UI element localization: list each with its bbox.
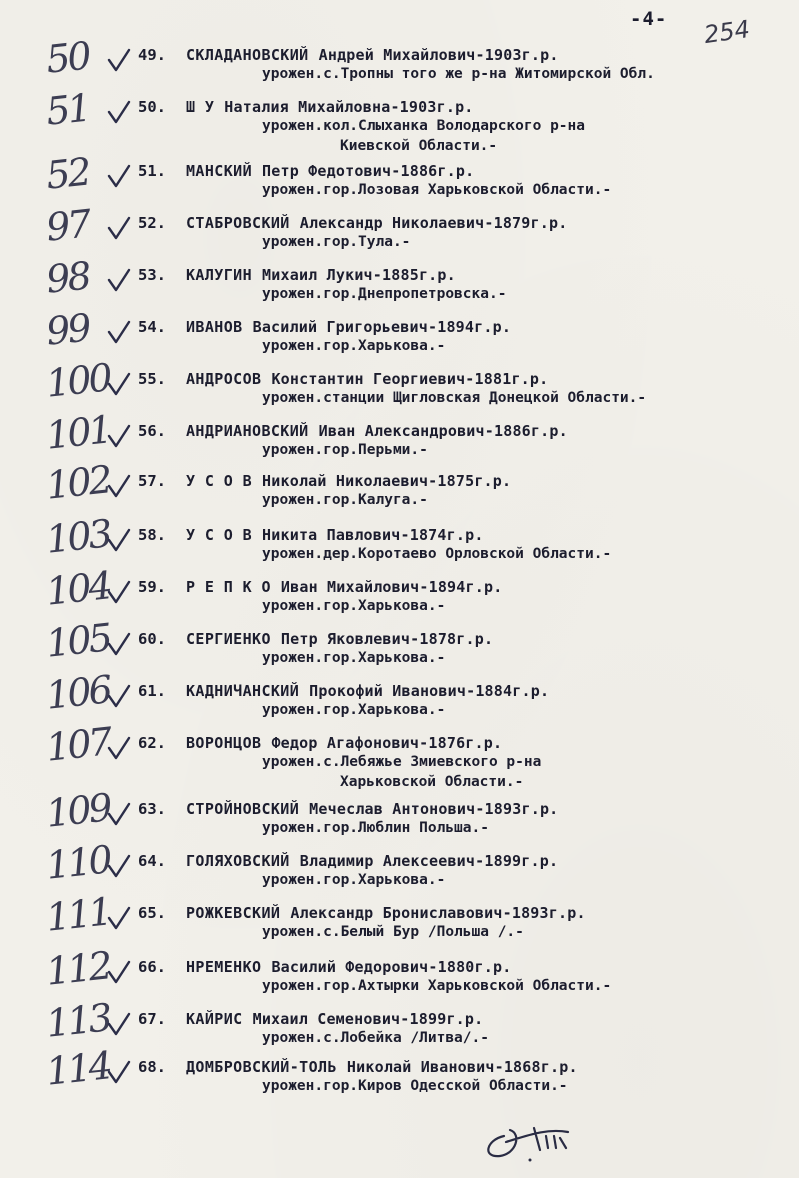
given-name-and-birth-year: Петр Федотович-1886г.р. [262,162,475,180]
record-number: 62. [138,734,166,752]
birthplace-line-continued: Харьковской Области.- [340,774,524,790]
margin-handwritten-number: 51 [44,85,91,134]
given-name-and-birth-year: Иван Александрович-1886г.р. [318,422,568,440]
person-name-line [186,682,549,700]
given-name-and-birth-year: Никита Павлович-1874г.р. [262,526,484,544]
surname: КАЛУГИН [186,266,253,284]
record-number: 61. [138,682,166,700]
surname: ВОРОНЦОВ [186,734,262,752]
margin-handwritten-number: 104 [44,563,112,614]
given-name-and-birth-year: Александр Николаевич-1879г.р. [299,214,568,232]
margin-handwritten-number: 105 [44,615,112,666]
surname: КАЙРИС [186,1010,243,1028]
record-number: 49. [138,46,166,64]
person-name-line [186,266,456,284]
given-name-and-birth-year: Владимир Алексеевич-1899г.р. [299,852,559,870]
checkmark-icon [106,216,132,242]
birthplace-line: урожен.станции Щигловская Донецкой Области.- [262,390,647,406]
record-number: 63. [138,800,166,818]
record-number: 58. [138,526,166,544]
birthplace-line: урожен.гор.Киров Одесской Области.- [262,1078,568,1094]
checkmark-icon [106,268,132,294]
surname: РОЖКЕВСКИЙ [186,904,281,922]
given-name-and-birth-year: Федор Агафонович-1876г.р. [271,734,503,752]
person-name-line [186,904,586,922]
margin-handwritten-number: 107 [44,719,112,770]
checkmark-icon [106,474,132,500]
record-number: 68. [138,1058,166,1076]
margin-handwritten-number: 97 [44,201,91,250]
record-number: 53. [138,266,166,284]
record-number: 50. [138,98,166,116]
record-number: 55. [138,370,166,388]
margin-handwritten-number: 103 [44,511,112,562]
surname: ГОЛЯХОВСКИЙ [186,852,290,870]
given-name-and-birth-year: Петр Яковлевич-1878г.р. [280,630,494,648]
person-name-line [186,1058,578,1076]
record-number: 65. [138,904,166,922]
record-number: 51. [138,162,166,180]
birthplace-line: урожен.с.Лебяжье Змиевского р-на [262,754,542,770]
surname: НРЕМЕНКО [186,958,262,976]
given-name-and-birth-year: Иван Михайлович-1894г.р. [280,578,503,596]
person-name-line [186,46,559,64]
checkmark-icon [106,100,132,126]
checkmark-icon [106,906,132,932]
record-number: 54. [138,318,166,336]
birthplace-line: урожен.гор.Ахтырки Харьковской Области.- [262,978,612,994]
margin-handwritten-number: 111 [44,889,112,940]
surname: АНДРИАНОВСКИЙ [186,422,309,440]
margin-handwritten-number: 110 [44,837,112,888]
checkmark-icon [106,528,132,554]
person-name-line [186,98,474,116]
birthplace-line: урожен.с.Белый Бур /Польша /.- [262,924,524,940]
checkmark-icon [106,424,132,450]
birthplace-line: урожен.гор.Харькова.- [262,338,446,354]
record-number: 66. [138,958,166,976]
record-entry [0,85,799,154]
checkmark-icon [106,632,132,658]
margin-handwritten-number: 52 [44,149,91,198]
page-number: -4- [630,8,668,30]
surname: ИВАНОВ [186,318,243,336]
birthplace-line-continued: Киевской Области.- [340,138,498,154]
birthplace-line: урожен.с.Лобейка /Литва/.- [262,1030,489,1046]
given-name-and-birth-year: Александр Брониславович-1893г.р. [290,904,586,922]
surname: МАНСКИЙ [186,162,253,180]
record-number: 60. [138,630,166,648]
surname: Ш У [186,98,215,116]
person-name-line [186,318,511,336]
person-name-line [186,958,511,976]
checkmark-icon [106,372,132,398]
checkmark-icon [106,960,132,986]
margin-handwritten-number: 102 [44,457,112,508]
person-name-line [186,472,511,490]
given-name-and-birth-year: Василий Федорович-1880г.р. [271,958,512,976]
surname: СЕРГИЕНКО [186,630,271,648]
surname: У С О В [186,472,253,490]
surname: СТРОЙНОВСКИЙ [186,800,300,818]
surname: АНДРОСОВ [186,370,262,388]
person-name-line [186,526,484,544]
margin-handwritten-number: 101 [44,407,112,458]
surname: Р Е П К О [186,578,271,596]
checkmark-icon [106,48,132,74]
record-number: 56. [138,422,166,440]
birthplace-line: урожен.гор.Днепропетровска.- [262,286,507,302]
margin-handwritten-number: 99 [44,305,91,354]
given-name-and-birth-year: Николай Иванович-1868г.р. [346,1058,578,1076]
person-name-line [186,578,502,596]
person-name-line [186,734,502,752]
birthplace-line: урожен.дер.Коротаево Орловской Области.- [262,546,612,562]
given-name-and-birth-year: Константин Георгиевич-1881г.р. [271,370,549,388]
birthplace-line: урожен.гор.Харькова.- [262,872,446,888]
checkmark-icon [106,1012,132,1038]
given-name-and-birth-year: Наталия Михайловна-1903г.р. [224,98,474,116]
given-name-and-birth-year: Прокофий Иванович-1884г.р. [309,682,550,700]
record-number: 52. [138,214,166,232]
given-name-and-birth-year: Мечеслав Антонович-1893г.р. [309,800,559,818]
margin-handwritten-number: 98 [44,253,91,302]
checkmark-icon [106,802,132,828]
checkmark-icon [106,684,132,710]
person-name-line [186,630,493,648]
birthplace-line: урожен.гор.Тула.- [262,234,411,250]
surname: У С О В [186,526,253,544]
given-name-and-birth-year: Николай Николаевич-1875г.р. [262,472,512,490]
person-name-line [186,800,558,818]
birthplace-line: урожен.гор.Люблин Польша.- [262,820,489,836]
checkmark-icon [106,580,132,606]
margin-handwritten-number: 106 [44,667,112,718]
archive-folio-number: 254 [702,14,752,50]
surname: СТАБРОВСКИЙ [186,214,290,232]
person-name-line [186,162,474,180]
birthplace-line: урожен.гор.Перьми.- [262,442,428,458]
given-name-and-birth-year: Василий Григорьевич-1894г.р. [252,318,512,336]
checkmark-icon [106,736,132,762]
record-number: 67. [138,1010,166,1028]
record-number: 64. [138,852,166,870]
margin-handwritten-number: 109 [44,785,112,836]
record-number: 57. [138,472,166,490]
checkmark-icon [106,1060,132,1086]
birthplace-line: урожен.гор.Калуга.- [262,492,428,508]
birthplace-line: урожен.гор.Харькова.- [262,598,446,614]
surname: КАДНИЧАНСКИЙ [186,682,300,700]
record-entry [0,719,799,790]
birthplace-line: урожен.гор.Лозовая Харьковской Области.- [262,182,612,198]
person-name-line [186,852,558,870]
margin-handwritten-number: 50 [44,33,91,82]
birthplace-line: урожен.гор.Харькова.- [262,702,446,718]
margin-handwritten-number: 113 [44,995,112,1046]
person-name-line [186,214,567,232]
given-name-and-birth-year: Андрей Михайлович-1903г.р. [318,46,559,64]
surname: СКЛАДАНОВСКИЙ [186,46,309,64]
checkmark-icon [106,320,132,346]
person-name-line [186,422,568,440]
signature-mark [476,1106,586,1166]
margin-handwritten-number: 112 [44,943,112,994]
surname: ДОМБРОВСКИЙ-ТОЛЬ [186,1058,337,1076]
margin-handwritten-number: 100 [44,355,112,406]
birthplace-line: урожен.кол.Слыханка Володарского р-на [262,118,586,134]
checkmark-icon [106,854,132,880]
birthplace-line: урожен.гор.Харькова.- [262,650,446,666]
record-entry [0,1043,799,1108]
person-name-line [186,370,548,388]
checkmark-icon [106,164,132,190]
given-name-and-birth-year: Михаил Лукич-1885г.р. [262,266,456,284]
record-number: 59. [138,578,166,596]
margin-handwritten-number: 114 [44,1043,112,1094]
given-name-and-birth-year: Михаил Семенович-1899г.р. [252,1010,484,1028]
person-name-line [186,1010,483,1028]
birthplace-line: урожен.с.Тропны того же р-на Житомирской Обл. [262,66,655,82]
